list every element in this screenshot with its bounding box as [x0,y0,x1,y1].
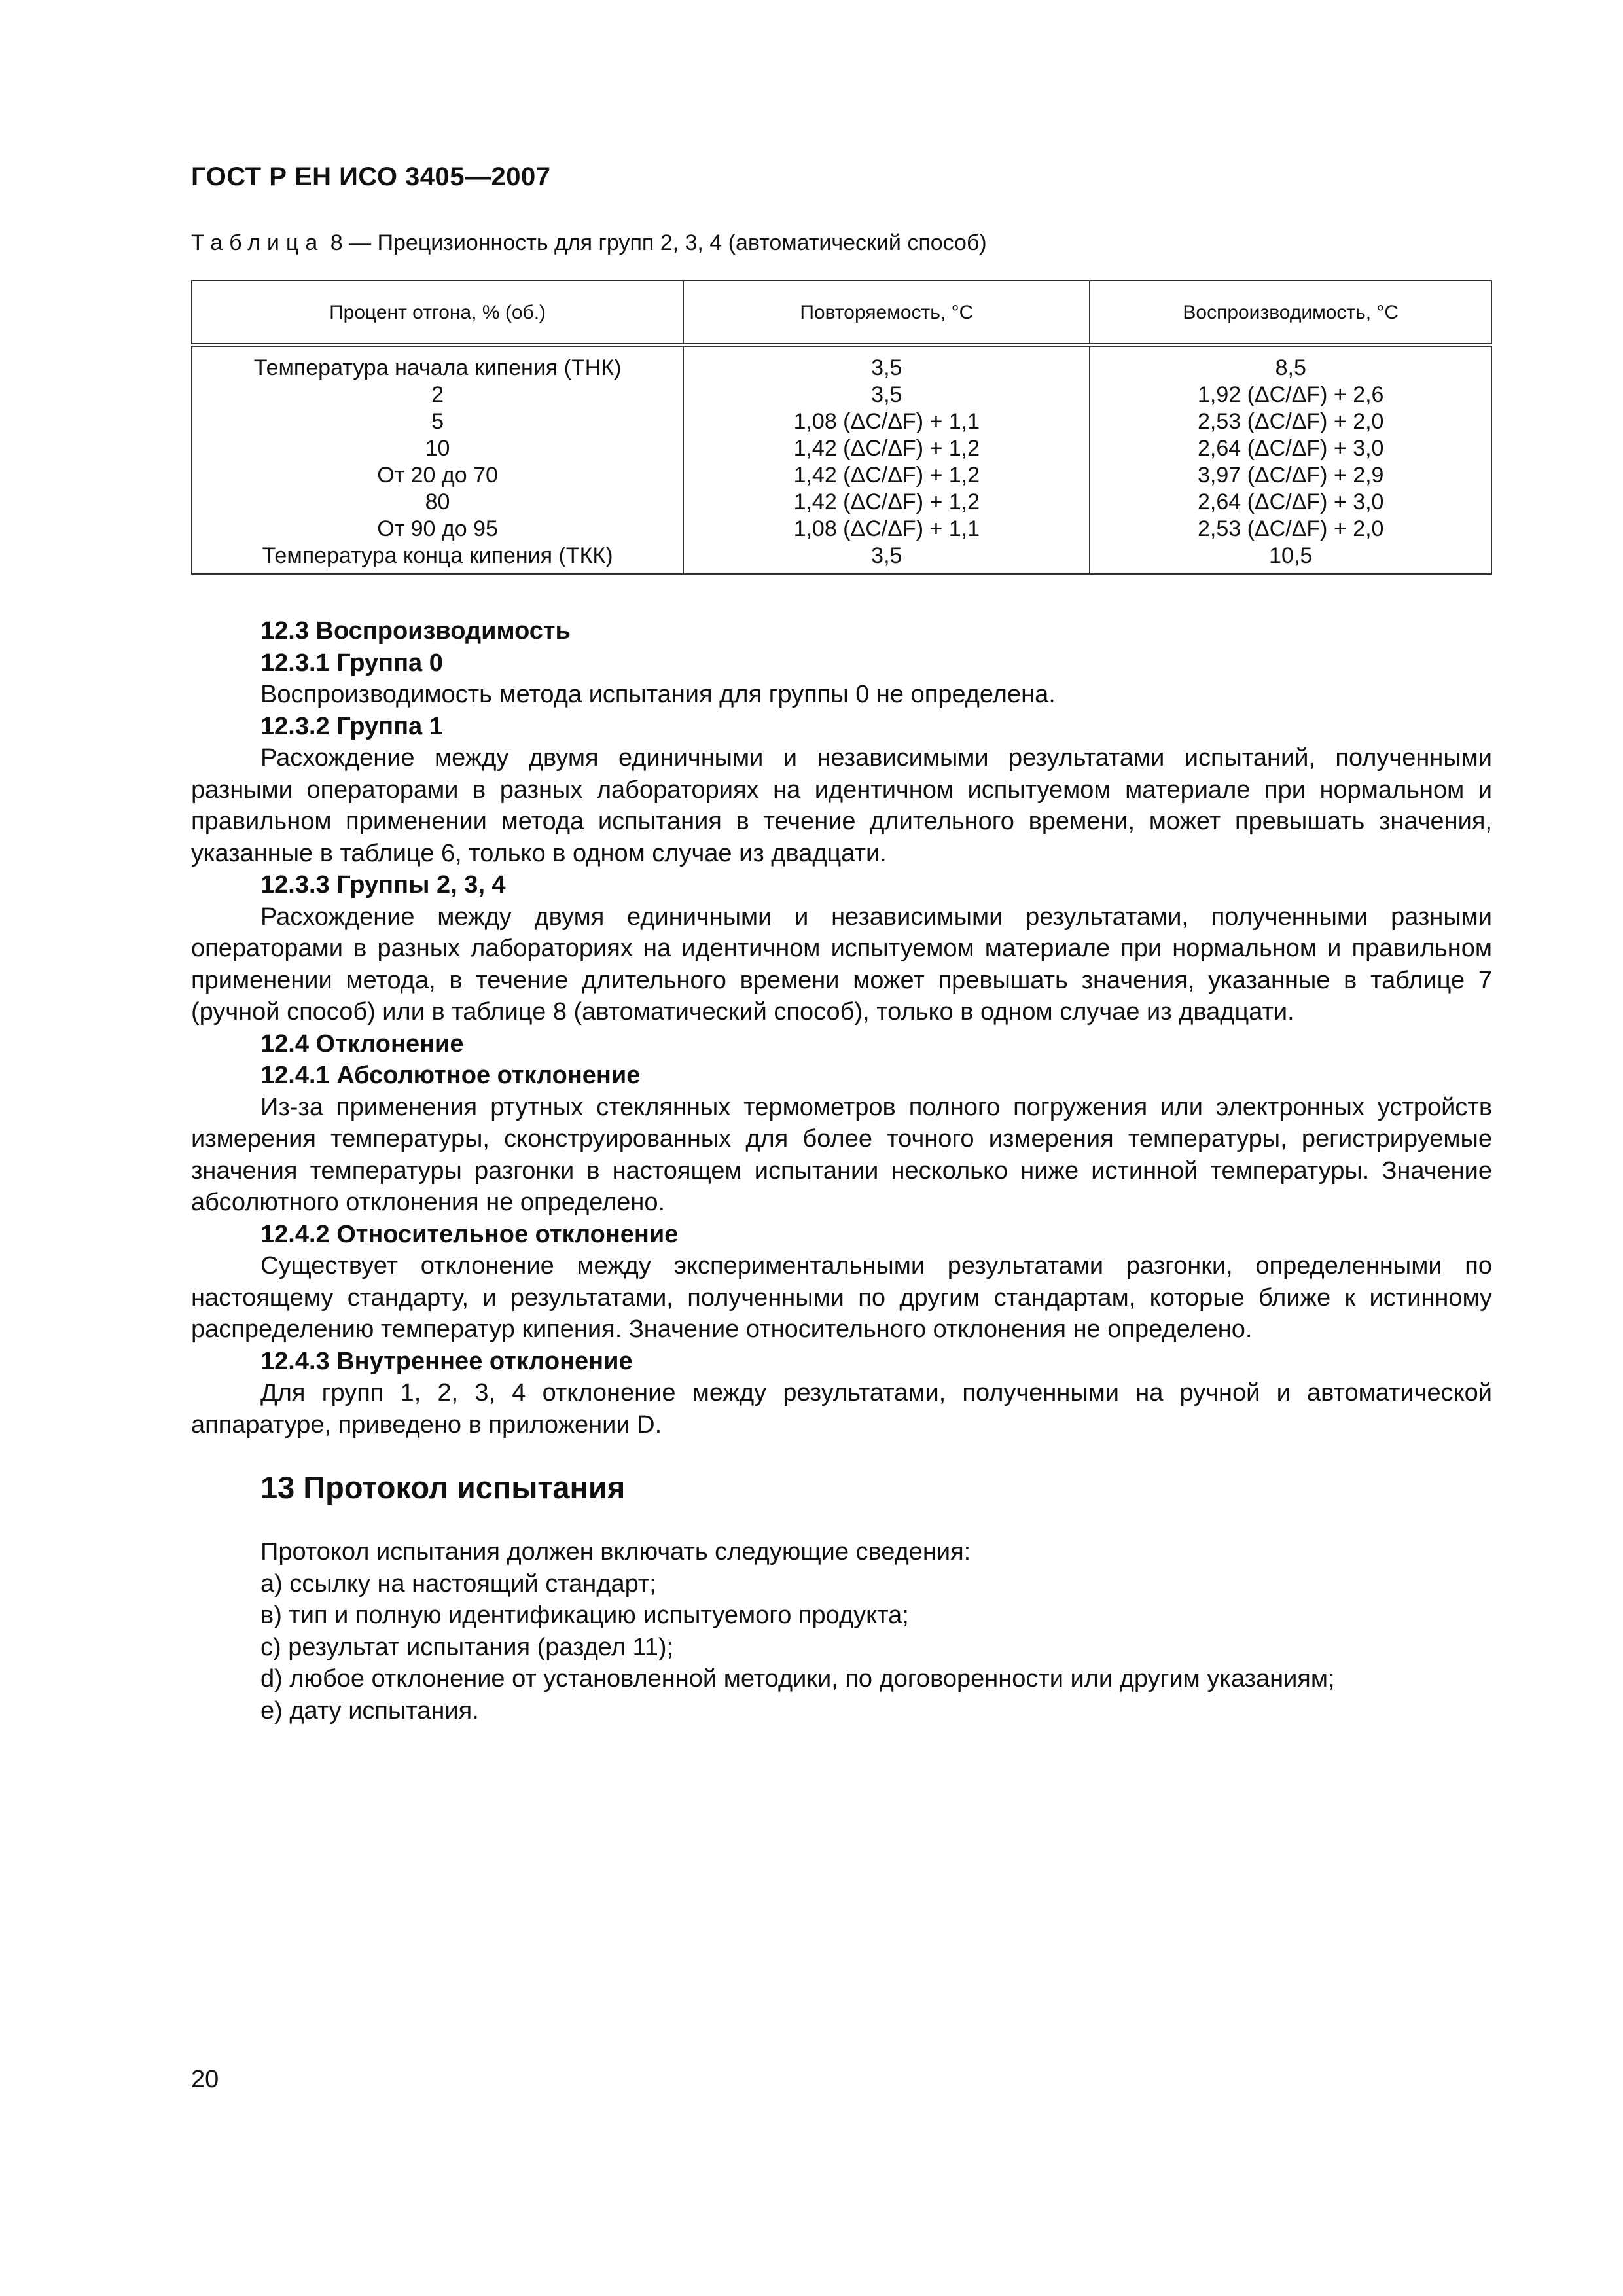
paragraph-12-3-1: Воспроизводимость метода испытания для группы 0 не определена. [260,681,1056,708]
list-item: е) дату испытания. [260,1696,479,1725]
table-cell: 5 [192,408,683,435]
table-row [192,516,1491,543]
table-cell: 3,5 [683,345,1090,382]
table-cell: 80 [192,489,683,516]
heading-12-3: 12.3 Воспроизводимость [260,617,571,645]
table-row [192,489,1491,516]
heading-12-4-1: 12.4.1 Абсолютное отклонение [260,1062,641,1089]
table-caption-text: 8 — Прецизионность для групп 2, 3, 4 (автоматический способ) [330,230,987,255]
heading-12-3-2: 12.3.2 Группа 1 [260,712,443,740]
heading-12-4-3: 12.4.3 Внутреннее отклонение [260,1347,633,1375]
table-cell: 1,08 (ΔC/ΔF) + 1,1 [683,516,1090,543]
table-cell: 3,97 (ΔC/ΔF) + 2,9 [1090,462,1491,489]
table-cell: 3,5 [683,382,1090,408]
table-cell: 2,53 (ΔC/ΔF) + 2,0 [1090,516,1491,543]
table-cell: 2,53 (ΔC/ΔF) + 2,0 [1090,408,1491,435]
table-cell: 1,42 (ΔC/ΔF) + 1,2 [683,462,1090,489]
column-header: Повторяемость, °С [683,281,1090,345]
table-cell: 8,5 [1090,345,1491,382]
table-row [192,382,1491,408]
document-header: ГОСТ Р ЕН ИСО 3405—2007 [191,162,551,191]
paragraph-12-4-2: Существует отклонение между экспериментальными результатами разгонки, определенными по настоящему стандарту, и результатами, полученными по другим стандартам, которые ближе к истинному распределению температур кипения. Значение относительного отклонения не определено. [191,1252,1492,1343]
document-body [191,615,1492,1727]
table-caption-word: Таблица [191,230,325,255]
precision-table [191,280,1492,575]
table-cell: 2,64 (ΔC/ΔF) + 3,0 [1090,435,1491,462]
heading-12-4: 12.4 Отклонение [260,1030,464,1058]
table-cell: 1,08 (ΔC/ΔF) + 1,1 [683,408,1090,435]
table-cell: 1,92 (ΔC/ΔF) + 2,6 [1090,382,1491,408]
table-cell: 10,5 [1090,543,1491,574]
page-number: 20 [191,2066,219,2093]
column-header: Процент отгона, % (об.) [192,281,683,345]
table-header-row [192,281,1491,345]
heading-12-3-3: 12.3.3 Группы 2, 3, 4 [260,871,506,899]
list-item: в) тип и полную идентификацию испытуемого продукта; [260,1602,909,1629]
table-cell: 1,42 (ΔC/ΔF) + 1,2 [683,489,1090,516]
heading-12-3-1: 12.3.1 Группа 0 [260,649,443,677]
paragraph-12-3-3: Расхождение между двумя единичными и независимыми результатами, полученными разными операторами в разных лабораториях на идентичном испытуемом материале при нормальном и правильном применении метода, в течение длительного времени может превышать значения, указанные в таблице 7 (ручной способ) или в таблице 8 (автоматический способ), только в одном случае из двадцати. [191,903,1492,1026]
table-row [192,543,1491,574]
table-cell: Температура конца кипения (ТКК) [192,543,683,574]
section-13-title: 13 Протокол испытания [260,1470,626,1505]
table-cell: От 20 до 70 [192,462,683,489]
table-caption [191,230,987,256]
table-row [192,462,1491,489]
heading-12-4-2: 12.4.2 Относительное отклонение [260,1220,679,1248]
table-row [192,345,1491,382]
paragraph-12-3-2: Расхождение между двумя единичными и независимыми результатами испытаний, полученными разными операторами в разных лабораториях на идентичном испытуемом материале при нормальном и правильном применении метода испытания в течение длительного времени, может превышать значения, указанные в таблице 6, только в одном случае из двадцати. [191,744,1492,867]
table-cell: 3,5 [683,543,1090,574]
list-item: а) ссылку на настоящий стандарт; [260,1570,656,1598]
table-row [192,408,1491,435]
table-cell: 1,42 (ΔC/ΔF) + 1,2 [683,435,1090,462]
table-cell: От 90 до 95 [192,516,683,543]
table-cell: Температура начала кипения (ТНК) [192,345,683,382]
table-cell: 10 [192,435,683,462]
paragraph-12-4-1: Из-за применения ртутных стеклянных термометров полного погружения или электронных устройств измерения температуры, сконструированных для более точного измерения температуры, регистрируемые значения температуры разгонки в настоящем испытании несколько ниже истинной температуры. Значение абсолютного отклонения не определено. [191,1093,1492,1216]
table-cell: 2,64 (ΔC/ΔF) + 3,0 [1090,489,1491,516]
table-cell: 2 [192,382,683,408]
column-header: Воспроизводимость, °С [1090,281,1491,345]
list-item: с) результат испытания (раздел 11); [260,1633,674,1661]
list-item: d) любое отклонение от установленной методики, по договоренности или другим указаниям; [260,1665,1335,1693]
section-13-intro: Протокол испытания должен включать следующие сведения: [260,1538,971,1566]
table-row [192,435,1491,462]
paragraph-12-4-3: Для групп 1, 2, 3, 4 отклонение между результатами, полученными на ручной и автоматической аппаратуре, приведено в приложении D. [191,1379,1492,1439]
